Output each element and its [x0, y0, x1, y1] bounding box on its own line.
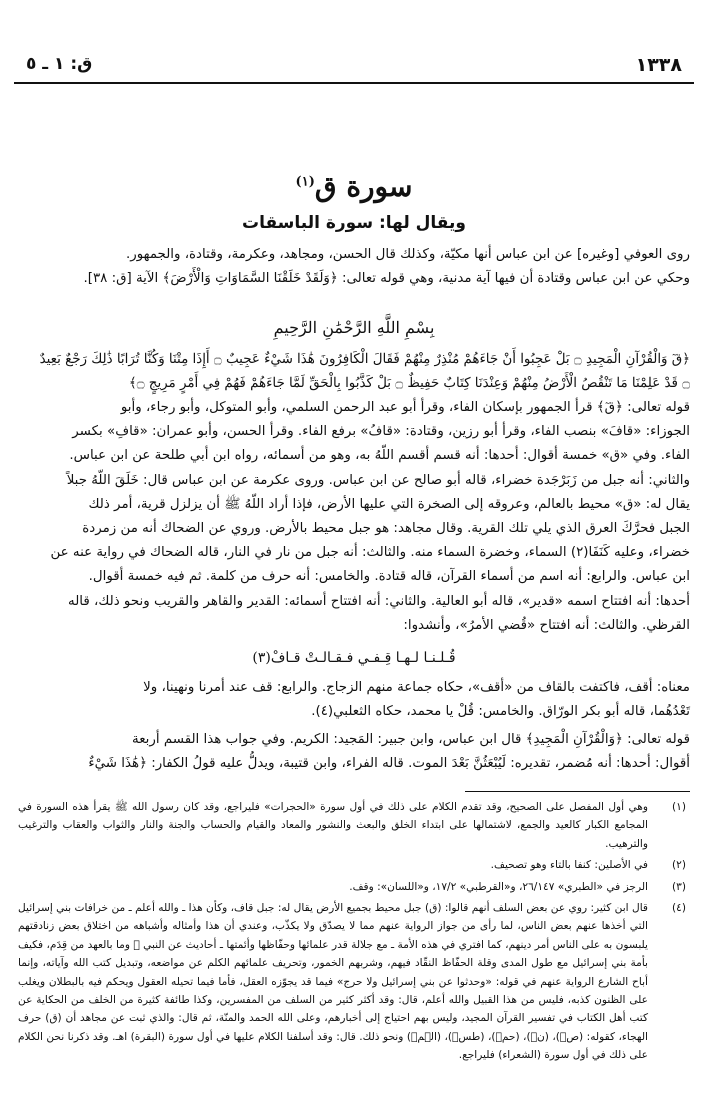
- commentary-line: الجوزاء: «قافَ» بنصب الفاء، وقرأ أبو رزين، وقتادة: «قافُ» برفع الفاء. وقرأ الحسن، وأبو عمران: «قافِ» بكسر: [72, 424, 690, 440]
- commentary-after-verse: [18, 676, 690, 724]
- footnote-text: وهي أول المفصل على الصحيح، وقد تقدم الكلام على ذلك في أول سورة «الحجرات» فليراجع، وقد كان رسول الله ﷺ يقرأ هذه السورة في المجامع الكبار كالعيد والجمع، لاشتمالها على ابتداء الخلق والبعث والنشور والمعاد والقيام والحساب والجنة والنار والثواب والعقاب والترغيب والترهيب.: [18, 801, 648, 850]
- footnote-number: (١): [672, 801, 686, 813]
- commentary-line: أقوال: أحدها: أنه مُضمر، تقديره: لَيُبْعَثُنَّ بَعْدَ الموت. قاله الفراء، وابن قتيبة، ويدلُّ عليه قولُ الكفار: ﴿هَٰذَا شَيْءٌ: [88, 756, 690, 772]
- commentary-line: أحدها: أنه افتتاح اسمه «قدير»، قاله أبو العالية. والثاني: أنه افتتاح أسمائه: القدير والقاهر والقريب ونحو ذلك، قاله: [68, 593, 690, 609]
- surah-title: [0, 170, 708, 203]
- commentary-line: قوله تعالى: ﴿وَالْقُرْآنِ الْمَجِيدِ﴾ قال ابن عباس، وابن جبير: المَجيد: الكريم. وفي جواب هذا القسم أربعة: [132, 732, 690, 747]
- footnote-number: (٤): [672, 902, 686, 915]
- commentary-line: والثاني: أنه جبل من زَبَرْجَدة خضراء، قاله أبو صالح عن ابن عباس. وروى عكرمة عن ابن عباس قال: خَلَقَ اللّهُ جبلاً: [66, 472, 690, 488]
- commentary: [18, 396, 690, 638]
- poetry-verse: قُـلـنـا لـهـا قِـفـي فـقـالـتْ قـافْ(٣): [252, 650, 456, 666]
- commentary-line: القرظي. والثالث: أنه افتتاح «قُضي الأمرُ»، وأنشدوا:: [403, 617, 690, 633]
- footnote-number: (٣): [672, 880, 686, 893]
- surah-subtitle: ويقال لها: سورة الباسقات: [241, 213, 466, 233]
- basmala: بِسْمِ اللَّهِ الرَّحْمَٰنِ الرَّحِيمِ: [273, 318, 435, 337]
- footnote: [18, 798, 690, 853]
- commentary-line: قوله تعالى: ﴿قٓ﴾ قرأ الجمهور بإسكان الفاء، وقرأ أبو عبد الرحمن السلمي، وأبو المتوكل، وأبو رجاء، وأبو: [120, 400, 690, 415]
- header-divider: [14, 82, 694, 84]
- commentary-line: تَعْدُهُما، قاله أبو بكر الورّاق. والخامس: قُلْ يا محمد، حكاه الثعلبي(٤).: [311, 704, 690, 720]
- page-number: ١٣٣٨: [635, 54, 682, 76]
- footnotes: [18, 798, 690, 1068]
- commentary-final: [18, 728, 690, 776]
- intro-line: روى العوفي [وغيره] عن ابن عباس أنها مكيّة، وكذلك قال الحسن، ومجاهد، وعكرمة، وقتادة، والجمهور.: [126, 247, 690, 262]
- footnote: [18, 899, 690, 1065]
- commentary-line: الجبل فحرَّكَ العرق الذي يلي تلك القرية. وقال مجاهد: هو جبل محيط بالأرض. وروي عن الضحاك أنه من زمردة: [82, 521, 690, 537]
- footnote-divider: [465, 791, 690, 792]
- quran-line: ﴿قٓ وَالْقُرْآنِ الْمَجِيدِ ۝ بَلْ عَجِبُوا أَنْ جَاءَهُمْ مُنْذِرٌ مِنْهُمْ فَقَالَ الْكَافِرُونَ هَٰذَا شَيْءٌ عَجِيبٌ ۝ أَإِذَا مِتْنَا وَكُنَّا تُرَابًا ذَٰلِكَ رَجْعٌ بَعِيدٌ: [39, 352, 690, 367]
- commentary-line: ابن عباس. والرابع: أنه اسم من أسماء القرآن، قاله قتادة. والخامس: أنه حرف من كلمة. ثم فيه خمسة أقوال.: [88, 569, 690, 585]
- commentary-line: خضراء، وعليه كَنَفَا(٢) السماء، وخضرة السماء منه. والثالث: أنه جبل من نار في النار، قاله الضحاك في رواية عنه عن: [50, 545, 690, 561]
- footnote-ref: (١): [295, 174, 315, 190]
- page-header: [18, 54, 690, 80]
- intro-line: وحكي عن ابن عباس وقتادة أن فيها آية مدنية، وهي قوله تعالى: ﴿وَلَقَدْ خَلَقْنَا السَّمَاوَاتِ وَالْأَرْضَ﴾ الآية [ق: ٣٨].: [83, 270, 690, 286]
- footnote-number: (٢): [672, 859, 686, 872]
- commentary-line: معناه: أقف، فاكتفت بالقاف من «أقف»، حكاه جماعة منهم الزجاج. والرابع: قف عند أمرنا ونهينا، ولا: [143, 680, 690, 695]
- footnote: [18, 878, 690, 896]
- commentary-line: يقال له: «ق» محيط بالعالم، وعروقه إلى الصخرة التي عليها الأرض، فإذا أراد اللّهُ ﷺ أن يزلزل قرية، أمر ذلك: [88, 496, 690, 512]
- footnote-text: في الأصلين: كنفا بالتاء وهو تصحيف.: [490, 859, 648, 872]
- surah-title-text: سورة ق: [314, 170, 413, 203]
- intro-paragraphs: [18, 243, 690, 290]
- footnote-text: قال ابن كثير: روي عن بعض السلف أنهم قالوا: (ق) جبل محيط بجميع الأرض يقال له: جبل قاف، وكأن هذا ـ والله أعلم ـ من خرافات بني إسرائيل التي أخذها عنهم بعض الناس، لما رأى من جواز الرواية عنهم مما لا يصدّق ولا يكذّب، وعندي أن هذا وأمثاله وأشباهه من اختلاق بعض زنادقتهم يلبسون به على الناس أمر دينهم، كما افتري في هذه الأمة ـ مع جلالة قدر علمائها وحفّاظها وأئمتها ـ أحاديث عن النبي ﷺ وما بالعهد من قِدَم، فكيف بأمة بني إسرائيل مع طول المدى وقلة الحفّاظ النقّاد فيهم، وشربهم الخمور، وتحريف علمائهم الكلم عن مواضعه، وتبديل كتب الله وآياته، وإنما أباح الشارع الرواية عنهم في قوله: «وحدثوا عن بني إسرائيل ولا حرج» فيما قد يجوّزه العقل، فأما فيما تحيله العقول ويحكم فيه بالبطلان ويغلب على الظنون كذبه، فليس من هذا القبيل والله أعلم، قال: وقد أكثر كثير من السلف من المفسرين، وكذا طائفة كثيرة من الخلف من الحكاية عن كتب أهل الكتاب في تفسير القرآن المجيد، وليس بهم احتياج إلى أخبارهم، وعلى الله الحمد والمنّة، ثم قال: والذي ثبت عن مجاهد أن (ق) حرف الهجاء، كقوله: (صۤ)، (نۤ)، (حمۤ)، (طسۤ)، (الۤمۤ) ونحو ذلك. قال: وقد أسلفنا الكلام عليها في أول سورة (البقرة) اهـ. وقد ذكرنا نحن الكلام على ذلك في أول سورة (الشعراء) فليراجع.: [18, 902, 648, 1062]
- quran-verses: [18, 348, 690, 396]
- footnote-text: الرجز في «الطبري» ٢٦/١٤٧، و«القرطبي» ١٧/٢، و«اللسان»: وقف.: [349, 880, 648, 893]
- running-head: ق: ١ ـ ٥: [26, 54, 93, 74]
- commentary-line: الفاء. وفي «ق» خمسة أقوال: أحدها: أنه قسم أقسم اللّهُ به، وهو من أسمائه، رواه ابن أبي طلحة عن ابن عباس.: [69, 448, 690, 464]
- quran-line: ۝ قَدْ عَلِمْنَا مَا تَنْقُصُ الْأَرْضُ مِنْهُمْ وَعِنْدَنَا كِتَابٌ حَفِيظٌ ۝ بَلْ كَذَّبُوا بِالْحَقِّ لَمَّا جَاءَهُمْ فَهُمْ فِي أَمْرٍ مَرِيجٍ ۝﴾: [128, 376, 690, 391]
- footnote: [18, 856, 690, 874]
